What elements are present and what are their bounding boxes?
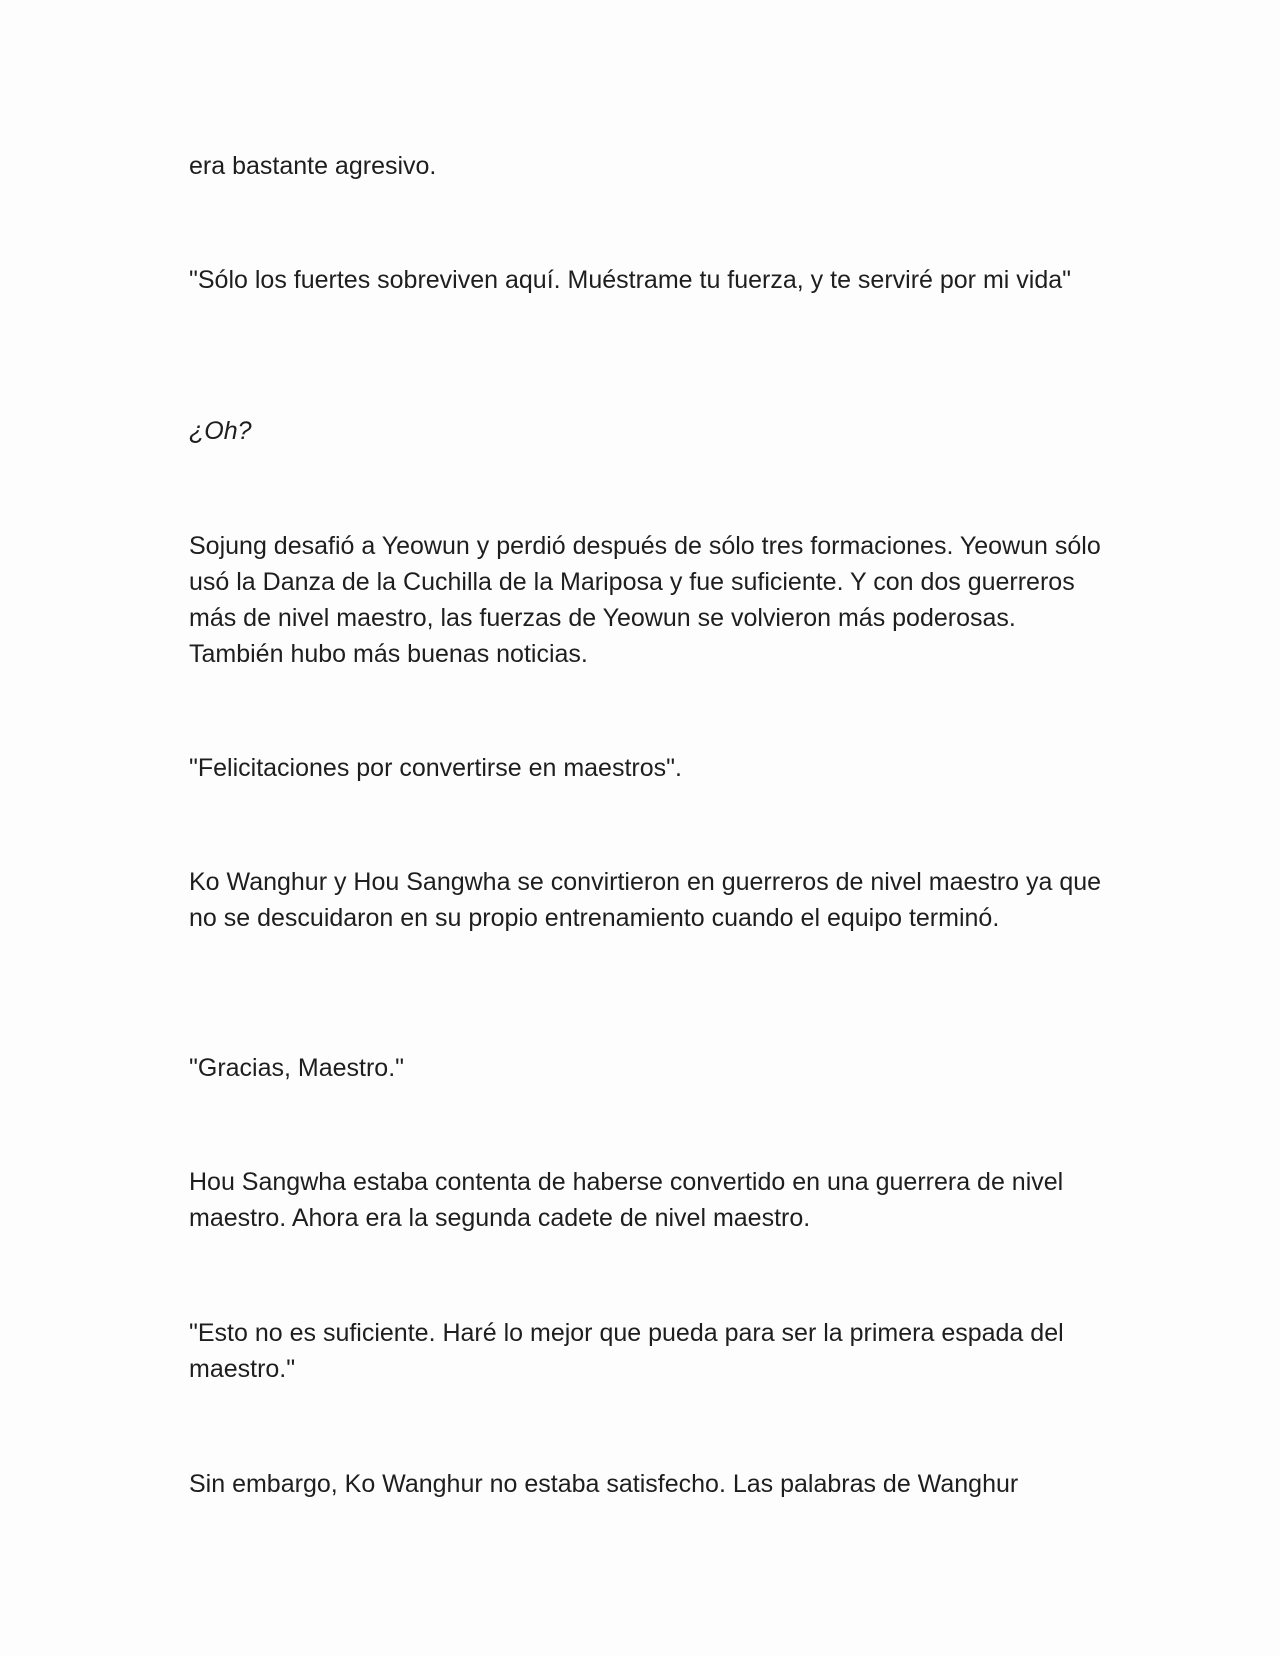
paragraph-3: ¿Oh? bbox=[189, 417, 252, 445]
paragraph-2: "Sólo los fuertes sobreviven aquí. Muéstrame tu fuerza, y te serviré por mi vida" bbox=[189, 266, 1072, 294]
paragraph-5: "Felicitaciones por convertirse en maestros". bbox=[189, 754, 682, 782]
paragraph-8: Hou Sangwha estaba contenta de haberse convertido en una guerrera de nivel maestro. Ahora era la segunda cadete de nivel maestro. bbox=[189, 1168, 1064, 1232]
paragraph-1: era bastante agresivo. bbox=[189, 152, 437, 180]
paragraph-7: "Gracias, Maestro." bbox=[189, 1054, 405, 1082]
paragraph-6: Ko Wanghur y Hou Sangwha se convirtieron en guerreros de nivel maestro ya que no se descuidaron en su propio entrenamiento cuando el equipo terminó. bbox=[189, 868, 1102, 932]
paragraph-10: Sin embargo, Ko Wanghur no estaba satisfecho. Las palabras de Wanghur bbox=[189, 1470, 1019, 1498]
paragraph-4: Sojung desafió a Yeowun y perdió después de sólo tres formaciones. Yeowun sólo usó la Danza de la Cuchilla de la Mariposa y fue suficiente. Y con dos guerreros más de nivel maestro, las fuerzas de Yeowun se volvieron más poderosas. También hubo más buenas noticias. bbox=[189, 532, 1101, 668]
paragraph-9: "Esto no es suficiente. Haré lo mejor que pueda para ser la primera espada del maestro." bbox=[189, 1319, 1064, 1383]
